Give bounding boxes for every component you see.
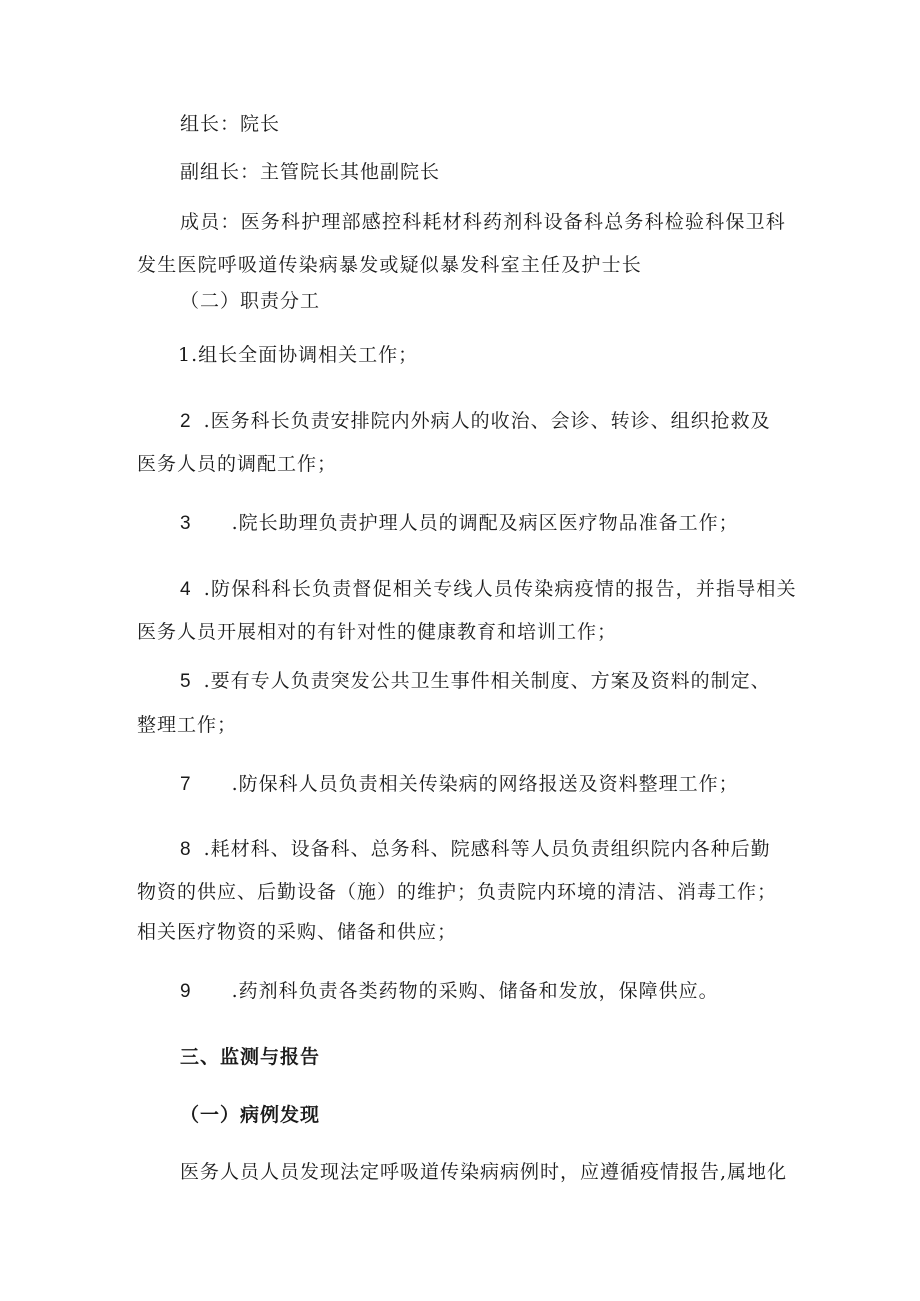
duty-item-1: 1.组长全面协调相关工作；: [178, 344, 419, 366]
duty-item-8-line-3: 相关医疗物资的采购、储备和供应；: [137, 921, 458, 943]
duty-item-5-line-1: [180, 669, 771, 694]
duty-item-2-number: 2: [180, 411, 192, 432]
duty-item-3-number: 3: [180, 513, 192, 534]
case-discovery-paragraph: 医务人员人员发现法定呼吸道传染病病例时，应遵循疫情报告,属地化: [180, 1161, 788, 1183]
duty-item-2-line-2: 医务人员的调配工作；: [137, 453, 338, 475]
section-3-1-heading: （一）病例发现: [180, 1104, 321, 1126]
duty-item-4-line-1: [180, 577, 797, 602]
duty-item-5-number: 5: [180, 671, 192, 692]
duty-item-4-line-2: 医务人员开展相对的有针对性的健康教育和培训工作；: [137, 621, 618, 643]
members-line-2: 发生医院呼吸道传染病暴发或疑似暴发科室主任及护士长: [137, 254, 643, 276]
duty-item-7-number: 7: [180, 774, 192, 795]
duty-item-9: [180, 979, 719, 1004]
duty-item-9-text: .药剂科负责各类药物的采购、储备和发放，保障供应。: [231, 980, 719, 1002]
members-line-1: 成员：医务科护理部感控科耗材科药剂科设备科总务科检验科保卫科: [180, 211, 787, 233]
duty-item-3-text: .院长助理负责护理人员的调配及病区医疗物品准备工作；: [231, 512, 739, 534]
duty-item-8-text: .耗材科、设备科、总务科、院感科等人员负责组织院内各种后勤: [203, 838, 771, 860]
duty-item-9-number: 9: [180, 981, 192, 1002]
duty-item-7: [180, 772, 739, 797]
duty-item-3: [180, 511, 739, 536]
duty-item-2-text: .医务科长负责安排院内外病人的收治、会诊、转诊、组织抢救及: [203, 410, 771, 432]
duty-item-5-line-2: 整理工作；: [137, 714, 238, 736]
duty-item-7-text: .防保科人员负责相关传染病的网络报送及资料整理工作；: [231, 773, 739, 795]
section-3-heading: 三、监测与报告: [180, 1046, 321, 1068]
duty-item-4-number: 4: [180, 579, 192, 600]
section-duties-heading: （二）职责分工: [180, 290, 321, 312]
duty-item-4-text: .防保科科长负责督促相关专线人员传染病疫情的报告，并指导相关: [203, 578, 797, 600]
duty-item-5-text: .要有专人负责突发公共卫生事件相关制度、方案及资料的制定、: [203, 670, 771, 692]
duty-item-8-line-1: [180, 837, 771, 862]
duty-item-8-number: 8: [180, 839, 192, 860]
deputy-leader-line: 副组长：主管院长其他副院长: [180, 161, 441, 183]
duty-item-8-line-2: 物资的供应、后勤设备（施）的维护；负责院内环境的清洁、消毒工作；: [137, 881, 778, 903]
duty-item-2-line-1: [180, 409, 771, 434]
group-leader-line: 组长：院长: [180, 113, 281, 135]
